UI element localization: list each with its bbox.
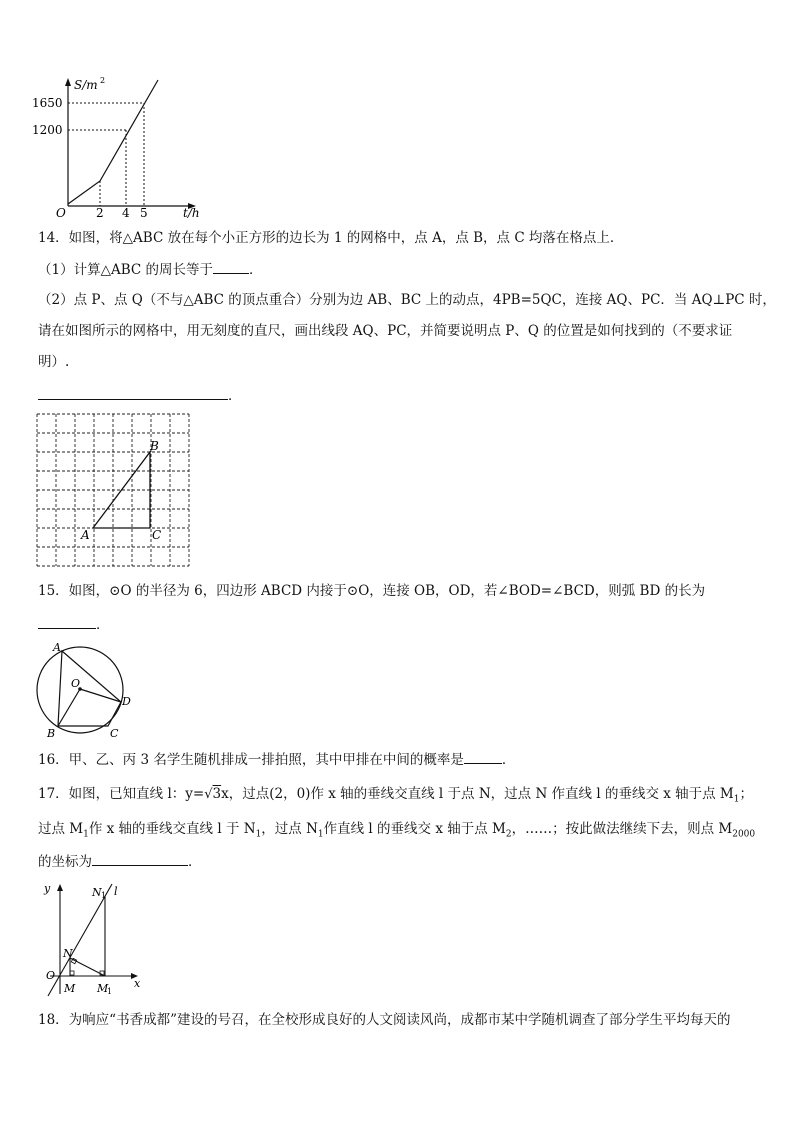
q17-sub-n1: 1 [255, 829, 262, 840]
q17-line3-end: ． [188, 854, 202, 870]
y-tick-1650: 1650 [32, 96, 63, 110]
label-x: x [134, 977, 141, 990]
q17-sub-m2: 2 [505, 829, 512, 840]
q14-part2-line1: （2）点 P、点 Q（不与△ABC 的顶点重合）分别为边 AB、BC 上的动点，4PB=5QC，连接 AQ、PC．当 AQ⊥PC 时， [38, 292, 776, 308]
label-o: O [46, 969, 56, 982]
y-tick-1200: 1200 [32, 123, 63, 137]
q17-line3 [38, 851, 202, 872]
q14-grid-figure [36, 413, 192, 569]
q17-line2-b: 作 x 轴的垂线交直线 l 于 N [88, 821, 256, 837]
label-m1-sub: 1 [107, 987, 113, 996]
q14-part2-line3: 明）. [38, 354, 70, 370]
origin-label: O [56, 206, 66, 220]
q17-blank [92, 851, 188, 866]
q15-answer-end: ． [96, 617, 110, 633]
q17-sub-n1b: 1 [317, 829, 324, 840]
right-angle-m [70, 971, 74, 975]
segment-od [80, 689, 121, 702]
q17-line1-end: ； [739, 786, 753, 802]
q17-line1-a: 17．如图，已知直线 l：y= [38, 786, 205, 802]
q16-text-before: 16．甲、乙、丙 3 名学生随机排成一排拍照，其中甲排在中间的概率是 [38, 752, 464, 768]
y-axis-arrow [57, 884, 63, 891]
q14-answer [38, 385, 242, 406]
label-n1-sub: 1 [101, 891, 107, 900]
q15-answer-blank [38, 614, 96, 629]
q17-line3-text: 的坐标为 [38, 854, 92, 870]
q14-answer-blank [38, 385, 228, 400]
dashed-grid [37, 414, 189, 566]
q16-text [38, 749, 515, 770]
q17-line1-b: x，过点(2，0)作 x 轴的垂线交直线 l 于点 N，过点 N 作直线 l 的垂线交 x 轴于点 M [221, 786, 734, 802]
label-o: O [71, 677, 81, 690]
q14-part2-line2: 请在如图所示的网格中，用无刻度的直尺，画出线段 AQ、PC，并简要说明点 P、Q 的位置是如何找到的（不要求证 [38, 323, 733, 339]
q17-sub-m1: 1 [83, 829, 89, 840]
q14-part1-end: ． [249, 262, 263, 278]
q15-circle-figure [32, 640, 138, 738]
q14-part1-text: （1）计算△ABC 的周长等于 [38, 262, 214, 278]
q14-stem: 14．如图，将△ABC 放在每个小正方形的边长为 1 的网格中，点 A，点 B，点 C 均落在格点上． [38, 230, 624, 246]
label-b: B [47, 727, 56, 738]
q14-part1 [38, 259, 263, 280]
q14-part1-blank [213, 259, 249, 274]
q16-text-after: ． [501, 752, 516, 768]
x-tick-4: 4 [122, 206, 130, 220]
q16-blank [464, 749, 502, 764]
q14-answer-end: ． [228, 388, 242, 404]
q17-line2-e: ，……；按此做法继续下去，则点 M [511, 821, 733, 837]
label-y: y [44, 882, 51, 895]
label-c: C [110, 727, 119, 738]
label-n: N [63, 947, 73, 960]
q17-figure [34, 880, 144, 1000]
y-axis-label: S/m [74, 78, 98, 92]
label-c: C [152, 528, 162, 542]
q18-text: 18．为响应“书香成都”建设的号召，在全校形成良好的人文阅读风尚，成都市某中学随机调查了部分学生平均每天的 [38, 1012, 731, 1028]
graph-line [68, 80, 158, 204]
q17-sub-m2000: 2000 [732, 829, 756, 840]
label-a: A [81, 528, 90, 542]
line-l [48, 884, 112, 996]
x-axis-label: t/h [183, 206, 200, 220]
triangle-abc [93, 452, 150, 528]
q17-line1-sub: 1 [733, 794, 740, 805]
x-tick-2: 2 [96, 206, 104, 220]
speed-area-graph [30, 76, 220, 222]
label-b: B [150, 439, 159, 453]
label-m: M [64, 982, 76, 995]
q15-answer [38, 614, 110, 635]
q17-line2 [38, 819, 755, 845]
label-m1: M [97, 982, 109, 995]
q17-line2-c: ，过点 N [261, 821, 318, 837]
label-l: l [114, 885, 118, 898]
quadrilateral-abcd [58, 651, 121, 726]
label-n1: N [92, 886, 102, 899]
x-tick-5: 5 [140, 206, 148, 220]
sqrt-sign: √ [204, 787, 213, 802]
sqrt-radicand: 3 [212, 786, 222, 802]
q17-line1 [38, 784, 753, 810]
q15-text: 15．如图，⊙O 的半径为 6，四边形 ABCD 内接于⊙O，连接 OB，OD，若∠BOD=∠BCD，则弧 BD 的长为 [38, 583, 706, 599]
y-axis-label-sup: 2 [100, 76, 106, 85]
segment-ob [58, 689, 80, 726]
q17-line2-a: 过点 M [38, 821, 84, 837]
y-axis-arrow [65, 78, 71, 86]
label-a: A [53, 641, 61, 654]
q17-line2-d: 作直线 l 的垂线交 x 轴于点 M [323, 821, 506, 837]
label-d: D [122, 695, 131, 708]
